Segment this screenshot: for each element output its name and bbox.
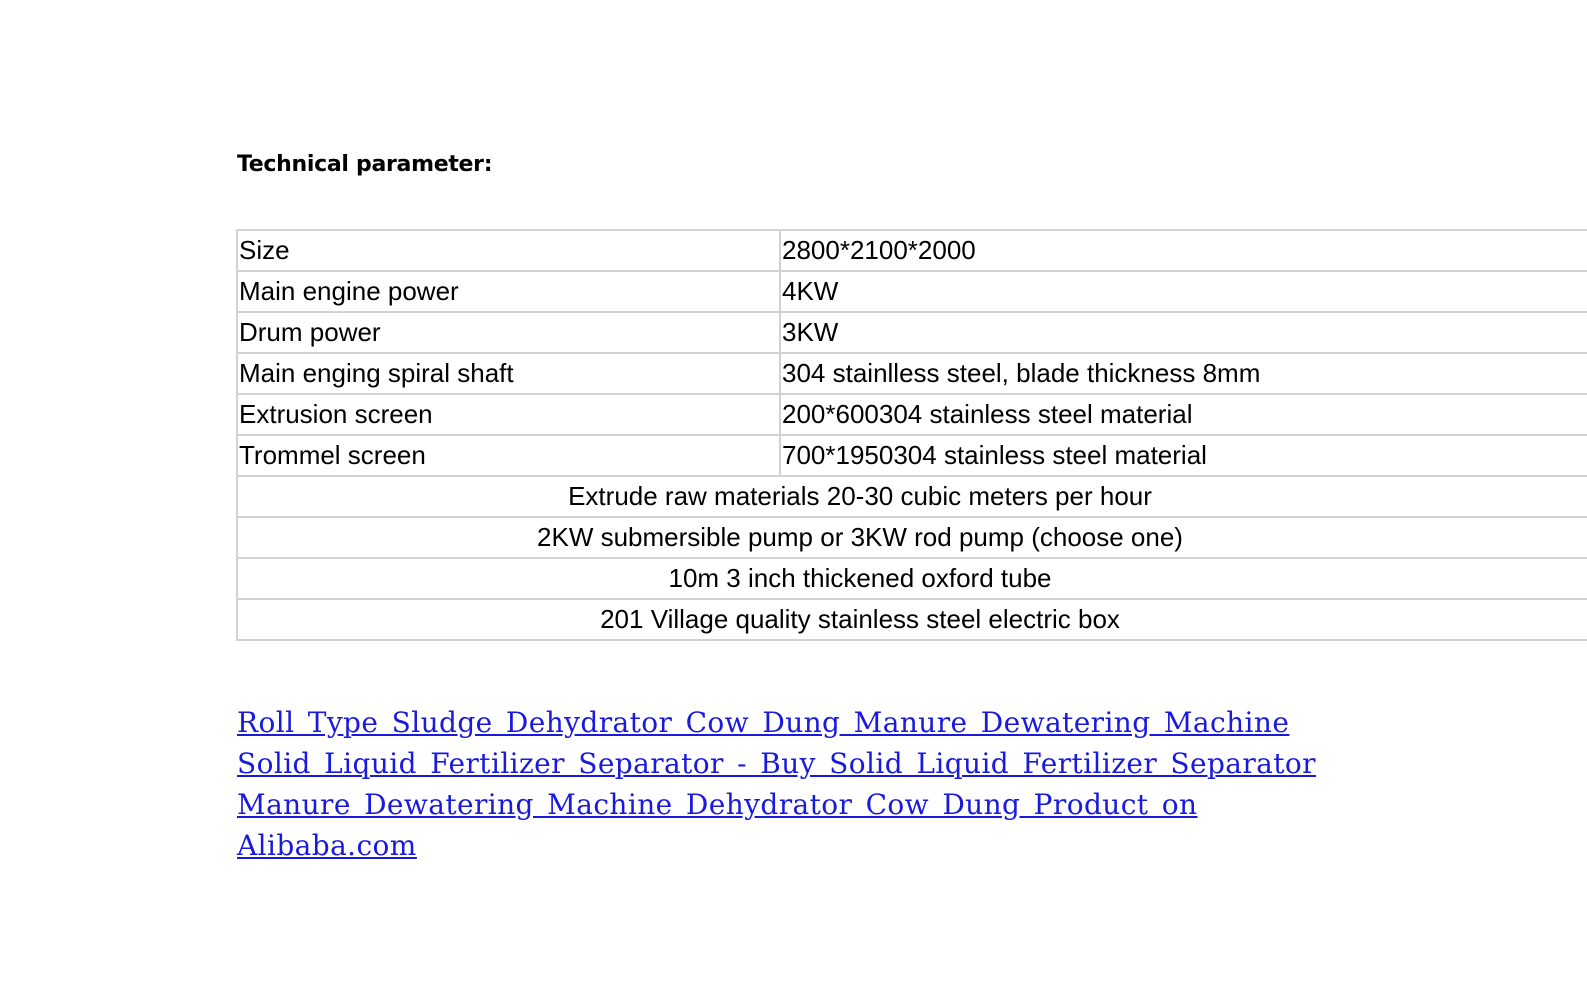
- parameter-label: Trommel screen: [237, 435, 780, 476]
- product-link-block: [237, 702, 1337, 866]
- table-row: [237, 517, 1587, 558]
- section-heading: Technical parameter:: [237, 152, 493, 177]
- table-row: [237, 271, 1587, 312]
- parameter-label: Main engine power: [237, 271, 780, 312]
- note-cell: 10m 3 inch thickened oxford tube: [237, 558, 1587, 599]
- parameter-value: 200*600304 stainless steel material: [780, 394, 1587, 435]
- table-row: [237, 394, 1587, 435]
- parameter-value: 2800*2100*2000: [780, 230, 1587, 271]
- table-row: [237, 558, 1587, 599]
- note-cell: 201 Village quality stainless steel electric box: [237, 599, 1587, 640]
- product-link[interactable]: Roll Type Sludge Dehydrator Cow Dung Manure Dewatering Machine Solid Liquid Fertilizer Separator - Buy Solid Liquid Fertilizer Separator Manure Dewatering Machine Dehydrator Cow Dung Product on Alibaba.com: [237, 706, 1316, 862]
- note-cell: Extrude raw materials 20-30 cubic meters per hour: [237, 476, 1587, 517]
- parameter-value: 4KW: [780, 271, 1587, 312]
- parameter-value: 304 stainlless steel, blade thickness 8mm: [780, 353, 1587, 394]
- parameter-value: 700*1950304 stainless steel material: [780, 435, 1587, 476]
- table-row: [237, 230, 1587, 271]
- parameter-label: Main enging spiral shaft: [237, 353, 780, 394]
- table-row: [237, 599, 1587, 640]
- note-cell: 2KW submersible pump or 3KW rod pump (choose one): [237, 517, 1587, 558]
- parameter-label: Size: [237, 230, 780, 271]
- table-row: [237, 312, 1587, 353]
- parameter-label: Drum power: [237, 312, 780, 353]
- parameter-label: Extrusion screen: [237, 394, 780, 435]
- table-row: [237, 353, 1587, 394]
- parameter-value: 3KW: [780, 312, 1587, 353]
- table-row: [237, 476, 1587, 517]
- table-row: [237, 435, 1587, 476]
- technical-parameter-table: [236, 229, 1587, 641]
